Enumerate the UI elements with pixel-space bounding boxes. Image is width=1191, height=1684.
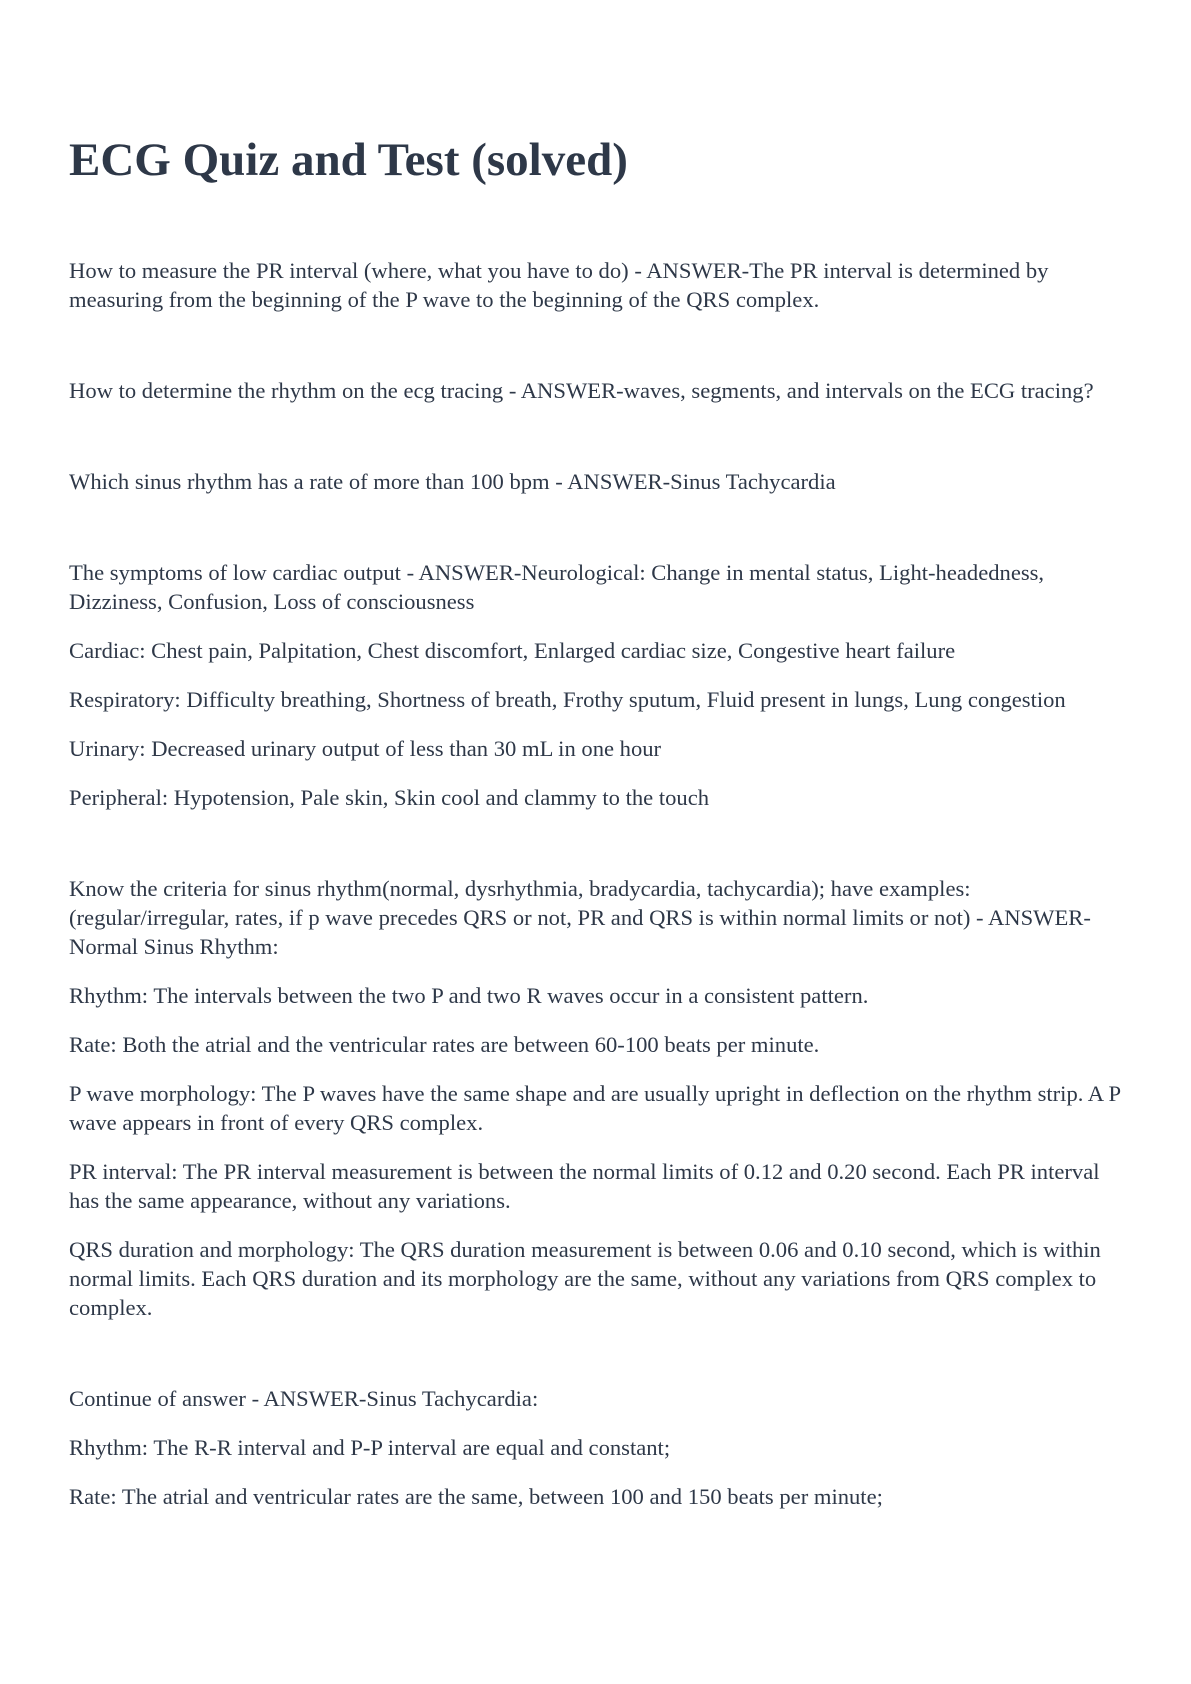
paragraph: How to determine the rhythm on the ecg tracing - ANSWER-waves, segments, and intervals on the ECG tracing? — [69, 378, 1094, 403]
qa-item-sinus-criteria — [69, 874, 1132, 1322]
paragraph: Continue of answer - ANSWER-Sinus Tachycardia: — [69, 1386, 539, 1411]
qa-item-rhythm-determination — [69, 376, 1132, 405]
paragraph: Respiratory: Difficulty breathing, Shortness of breath, Frothy sputum, Fluid present in lungs, Lung congestion — [69, 687, 1066, 712]
paragraph: Rate: The atrial and ventricular rates are the same, between 100 and 150 beats per minute; — [69, 1484, 883, 1509]
paragraph: Rate: Both the atrial and the ventricular rates are between 60-100 beats per minute. — [69, 1032, 820, 1057]
document-body — [69, 256, 1132, 1511]
paragraph: Know the criteria for sinus rhythm(normal, dysrhythmia, bradycardia, tachycardia); have examples: (regular/irregular, rates, if p wave precedes QRS or not, PR and QRS is within normal limits or not) - ANSWER-Normal Sinus Rhythm: — [69, 876, 1091, 959]
paragraph: Peripheral: Hypotension, Pale skin, Skin cool and clammy to the touch — [69, 785, 710, 810]
paragraph: How to measure the PR interval (where, what you have to do) - ANSWER-The PR interval is determined by measuring from the beginning of the P wave to the beginning of the QRS complex. — [69, 258, 1049, 312]
paragraph: Rhythm: The intervals between the two P and two R waves occur in a consistent pattern. — [69, 983, 869, 1008]
paragraph: QRS duration and morphology: The QRS duration measurement is between 0.06 and 0.10 second, which is within normal limits. Each QRS duration and its morphology are the same, without any variations from QRS complex to complex. — [69, 1237, 1101, 1320]
paragraph: P wave morphology: The P waves have the same shape and are usually upright in deflection on the rhythm strip. A P wave appears in front of every QRS complex. — [69, 1081, 1121, 1135]
paragraph: Which sinus rhythm has a rate of more than 100 bpm - ANSWER-Sinus Tachycardia — [69, 469, 836, 494]
document-title: ECG Quiz and Test (solved) — [69, 134, 628, 186]
qa-item-sinus-rate — [69, 467, 1132, 496]
qa-item-low-cardiac-output — [69, 558, 1132, 812]
paragraph: Cardiac: Chest pain, Palpitation, Chest discomfort, Enlarged cardiac size, Congestive heart failure — [69, 638, 956, 663]
paragraph: Urinary: Decreased urinary output of less than 30 mL in one hour — [69, 736, 662, 761]
qa-item-continue-answer — [69, 1384, 1132, 1511]
qa-item-pr-interval — [69, 256, 1132, 314]
paragraph: PR interval: The PR interval measurement is between the normal limits of 0.12 and 0.20 second. Each PR interval has the same appearance, without any variations. — [69, 1159, 1100, 1213]
paragraph: Rhythm: The R-R interval and P-P interval are equal and constant; — [69, 1435, 671, 1460]
paragraph: The symptoms of low cardiac output - ANSWER-Neurological: Change in mental status, Light-headedness, Dizziness, Confusion, Loss of consciousness — [69, 560, 1045, 614]
